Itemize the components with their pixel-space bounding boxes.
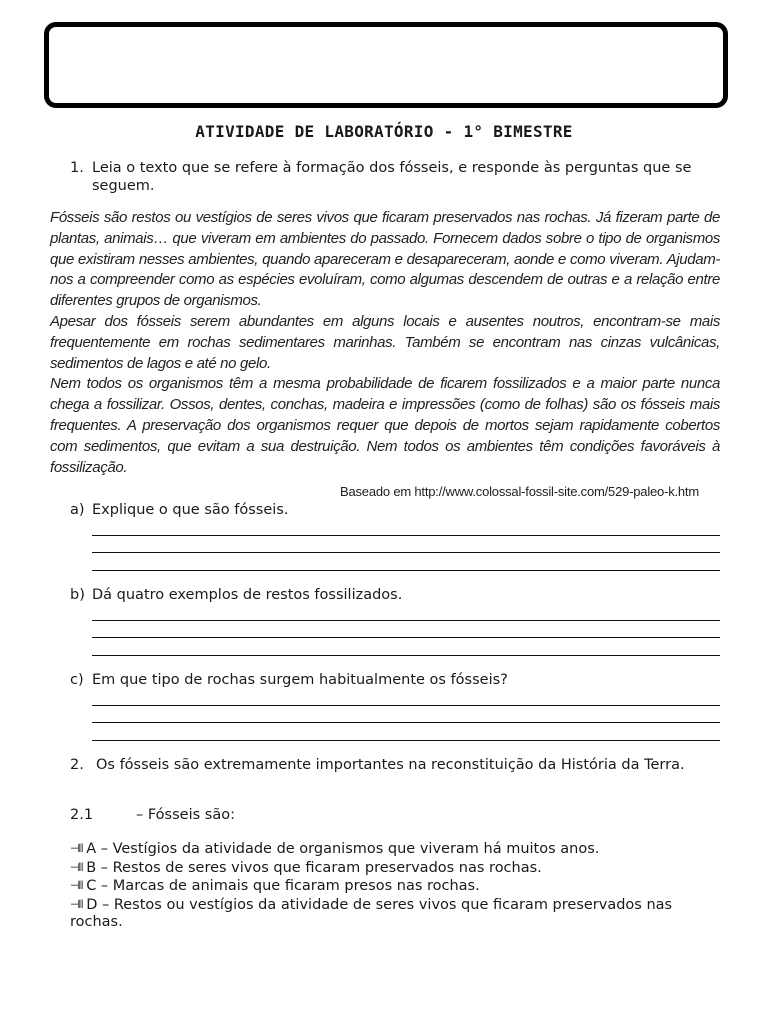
option-d-text: D – Restos ou vestígios da atividade de seres vivos que ficaram preservados nas rochas. [70,896,673,930]
question-2-text: Os fósseis são extremamente importantes na reconstituição da História da Terra. [96,757,685,773]
question-b-letter: b) [70,587,85,603]
question-1 [70,159,720,195]
page-title: ATIVIDADE DE LABORATÓRIO - 1° BIMESTRE [195,122,573,141]
reading-passage [50,208,720,498]
answer-line[interactable] [92,638,720,656]
answer-line[interactable] [92,553,720,571]
question-2-1-text: – Fósseis são: [136,807,235,823]
question-c-letter: c) [70,672,84,688]
passage-paragraph-3: Nem todos os organismos têm a mesma probabilidade de ficarem fossilizados e a maior parte nunca chega a fossilizar. Ossos, dentes, conchas, madeira e impressões (como de folhas) são os fósseis mais frequentes. A preservação dos organismos requer que depois de mortos sejam rapidamente cobertos com sedimentos, que evitam a sua destruição. Nem todos os ambientes têm condições favoráveis à fossilização. [50,375,720,476]
question-2-1 [70,806,235,824]
option-b-text: B – Restos de seres vivos que ficaram preservados nas rochas. [86,859,542,876]
question-2 [70,756,720,774]
answer-line[interactable] [92,706,720,724]
question-c-text: Em que tipo de rochas surgem habitualmente os fósseis? [92,672,508,688]
answer-options [70,840,720,932]
question-1-text: Leia o texto que se refere à formação dos fósseis, e responde às perguntas que se seguem. [92,160,692,194]
answer-line[interactable] [92,536,720,554]
answer-line[interactable] [92,723,720,741]
question-a [70,501,720,519]
passage-paragraph-1: Fósseis são restos ou vestígios de seres vivos que ficaram preservados nas rochas. Já fizeram parte de plantas, animais… que viveram em ambientes do passado. Fornecem dados sobre o tipo de organismos que existiram nesses ambientes, quando apareceram e desapareceram, aonde e como viveram. Ajudam-nos a compreender como as espécies evoluíram, como algumas descendem de outras e a relação entre diferentes grupos de organismos. [50,209,720,310]
answer-lines-a[interactable] [92,518,720,571]
answer-line[interactable] [92,603,720,621]
passage-source: Baseado em http://www.colossal-fossil-site.com/529-paleo-k.htm [340,484,699,499]
option-c-text: C – Marcas de animais que ficaram presos nas rochas. [86,878,480,894]
option-a-text: A – Vestígios da atividade de organismos que viveram há muitos anos. [86,841,600,857]
checkbox-icon[interactable]: ⊣⫴ [70,842,83,855]
answer-lines-c[interactable] [92,688,720,741]
checkbox-icon[interactable]: ⊣⫴ [70,897,83,911]
answer-lines-b[interactable] [92,603,720,656]
question-c [70,671,720,689]
answer-line[interactable] [92,621,720,639]
passage-paragraph-2: Apesar dos fósseis serem abundantes em alguns locais e ausentes noutros, encontram-se mais frequentemente em rochas sedimentares marinhas. Também se encontram nas cinzas vulcânicas, sedimentos de lagos e até no gelo. [50,312,720,372]
question-2-number: 2. [70,757,84,773]
question-a-letter: a) [70,502,85,518]
checkbox-icon[interactable]: ⊣⫴ [70,860,83,874]
option-b[interactable] [70,859,720,878]
option-c[interactable] [70,877,720,896]
question-b-text: Dá quatro exemplos de restos fossilizados. [92,587,403,603]
question-b [70,586,720,604]
question-a-text: Explique o que são fósseis. [92,502,289,518]
checkbox-icon[interactable]: ⊣⫴ [70,879,83,892]
option-d[interactable] [70,896,720,932]
question-1-number: 1. [70,160,84,176]
header-box [44,22,728,108]
answer-line[interactable] [92,688,720,706]
question-2-1-number: 2.1 [70,807,94,823]
option-a[interactable] [70,840,720,859]
answer-line[interactable] [92,518,720,536]
